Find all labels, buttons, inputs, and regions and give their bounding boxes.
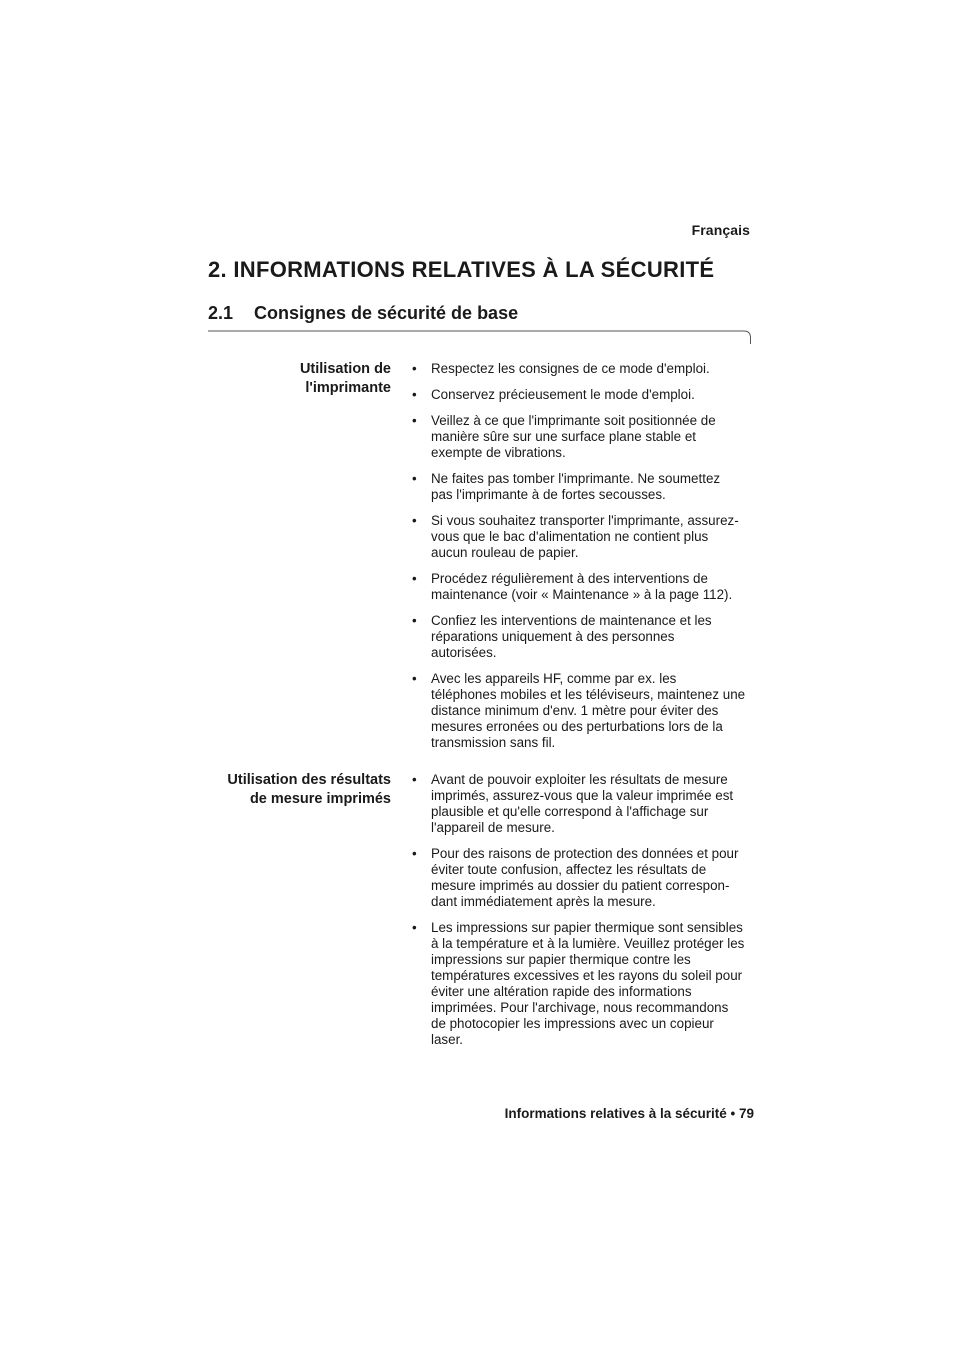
list-item-line: laser. (431, 1032, 464, 1047)
bullet-icon: • (412, 671, 417, 686)
list-item-line: Ne faites pas tomber l'imprimante. Ne soumettez (431, 471, 721, 486)
list-item-line: imprimées. Pour l'archivage, nous recommandons (431, 1000, 729, 1015)
list-item-line: températures excessives et les rayons du soleil pour (431, 968, 743, 983)
list-item-line: mesures erronées ou des perturbations lors de la (431, 719, 723, 734)
list-item (412, 613, 754, 661)
block-label (208, 360, 391, 398)
list-item-line: dant immédiatement après la mesure. (431, 894, 656, 909)
section-number: 2.1 (208, 303, 234, 323)
list-item-line: maintenance (voir « Maintenance » à la page 112). (431, 587, 733, 602)
list-item (412, 361, 754, 377)
list-item-line: distance minimum d'env. 1 mètre pour éviter des (431, 703, 719, 718)
list-item-line: aucun rouleau de papier. (431, 545, 579, 560)
block-label-line: de mesure imprimés (249, 791, 391, 807)
list-item (412, 772, 754, 836)
language-label: Français (691, 222, 750, 238)
bullet-icon: • (412, 613, 417, 628)
list-item-line: Conservez précieusement le mode d'emploi. (431, 387, 695, 402)
list-item-line: téléphones mobiles et les téléviseurs, maintenez une (431, 687, 746, 702)
bullet-list (412, 361, 754, 761)
list-item-line: à la température et à la lumière. Veuillez protéger les (431, 936, 745, 951)
list-item (412, 513, 754, 561)
list-item-line: Procédez régulièrement à des interventions de (431, 571, 708, 586)
list-item-line: Veillez à ce que l'imprimante soit positionnée de (431, 413, 716, 428)
list-item (412, 571, 754, 603)
block-label-line: Utilisation des résultats (227, 772, 391, 788)
list-item-line: pas l'imprimante à de fortes secousses. (431, 487, 666, 502)
list-item-line: manière sûre sur une surface plane stable et (431, 429, 696, 444)
bullet-icon: • (412, 361, 417, 376)
list-item (412, 471, 754, 503)
bullet-icon: • (412, 513, 417, 528)
list-item-line: Confiez les interventions de maintenance et les (431, 613, 712, 628)
bullet-icon: • (412, 471, 417, 486)
block-label (208, 771, 391, 809)
list-item-line: exempte de vibrations. (431, 445, 566, 460)
chapter-title: 2. INFORMATIONS RELATIVES À LA SÉCURITÉ (208, 257, 715, 282)
list-item (412, 413, 754, 461)
list-item-line: imprimés, assurez-vous que la valeur imprimée est (431, 788, 734, 803)
list-item-line: Si vous souhaitez transporter l'imprimante, assurez- (431, 513, 739, 528)
list-item (412, 671, 754, 751)
list-item-line: mesure imprimés au dossier du patient correspon- (431, 878, 730, 893)
list-item-line: impressions sur papier thermique contre les (431, 952, 691, 967)
list-item-line: plausible et qu'elle correspond à l'affichage sur (431, 804, 709, 819)
block-label-line: l'imprimante (305, 380, 391, 396)
list-item (412, 846, 754, 910)
section-title-text: Consignes de sécurité de base (254, 303, 519, 323)
list-item-line: Les impressions sur papier thermique sont sensibles (431, 920, 743, 935)
section-title (208, 303, 518, 324)
list-item-line: Avec les appareils HF, comme par ex. les (431, 671, 677, 686)
list-item-line: éviter une altération rapide des informations (431, 984, 692, 999)
list-item-line: Avant de pouvoir exploiter les résultats de mesure (431, 772, 728, 787)
bullet-icon: • (412, 920, 417, 935)
bullet-list (412, 772, 754, 1058)
list-item-line: vous que le bac d'alimentation ne contient plus (431, 529, 709, 544)
list-item-line: Respectez les consignes de ce mode d'emploi. (431, 361, 710, 376)
list-item-line: de photocopier les impressions avec un copieur (431, 1016, 714, 1031)
block-label-line: Utilisation de (299, 361, 391, 377)
section-divider (208, 330, 751, 344)
list-item-line: éviter toute confusion, affectez les résultats de (431, 862, 707, 877)
bullet-icon: • (412, 413, 417, 428)
list-item (412, 920, 754, 1048)
list-item-line: réparations uniquement à des personnes (431, 629, 675, 644)
bullet-icon: • (412, 387, 417, 402)
list-item-line: autorisées. (431, 645, 497, 660)
list-item-line: Pour des raisons de protection des données et pour (431, 846, 739, 861)
list-item-line: transmission sans fil. (431, 735, 556, 750)
page-footer: Informations relatives à la sécurité • 79 (504, 1106, 754, 1121)
bullet-icon: • (412, 571, 417, 586)
bullet-icon: • (412, 846, 417, 861)
list-item-line: l'appareil de mesure. (431, 820, 555, 835)
bullet-icon: • (412, 772, 417, 787)
list-item (412, 387, 754, 403)
